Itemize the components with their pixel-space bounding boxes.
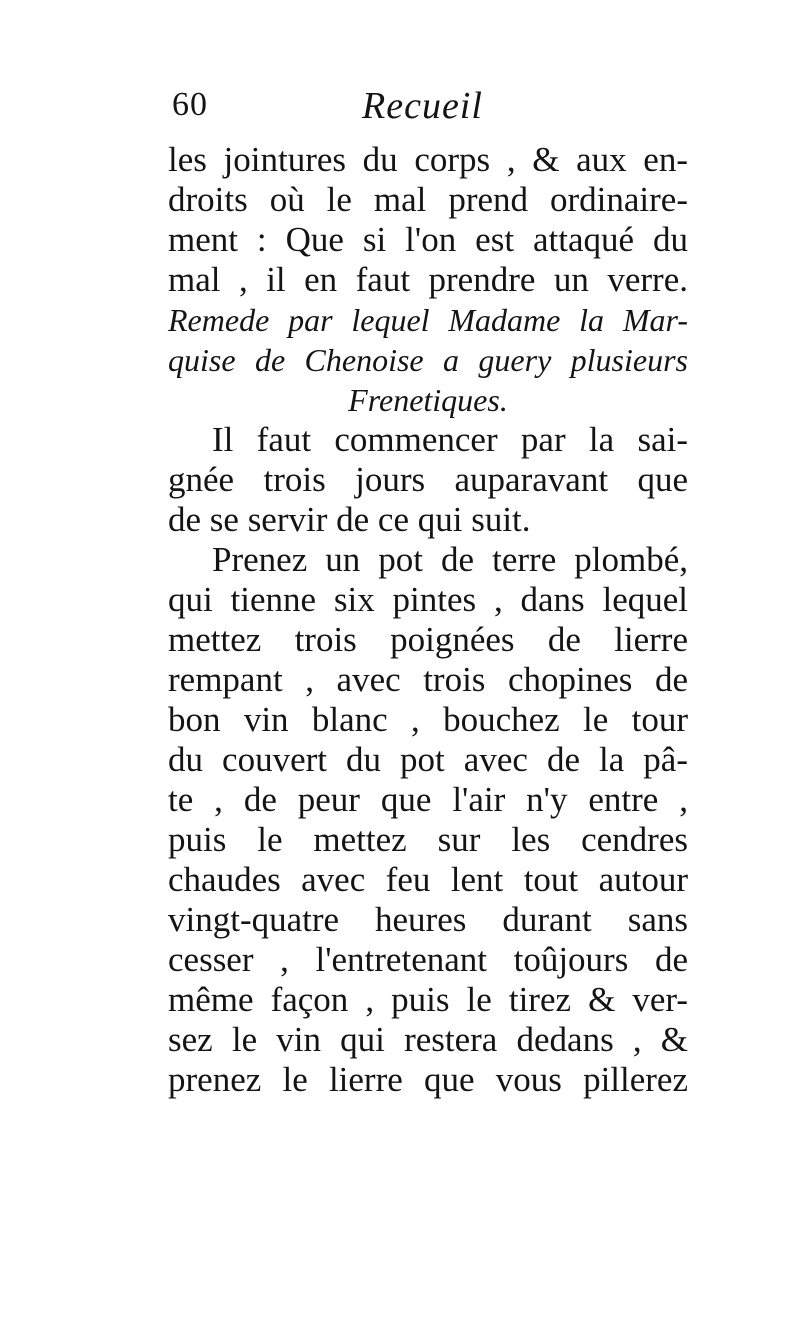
text-line: droits où le mal prend ordinaire- [168, 180, 688, 219]
text-line: cesser , l'entretenant toûjours de [168, 940, 688, 979]
text-line: chaudes avec feu lent tout autour [168, 860, 688, 899]
text-line: Prenez un pot de terre plombé, [212, 540, 688, 579]
text-line: prenez le lierre que vous pillerez [168, 1060, 688, 1099]
text-line: gnée trois jours auparavant que [168, 460, 688, 499]
text-line: puis le mettez sur les cendres [168, 820, 688, 859]
running-head: Recueil [362, 85, 483, 127]
text-line: les jointures du corps , & aux en- [168, 140, 688, 179]
section-heading-line: Remede par lequel Madame la Mar- [168, 302, 688, 338]
page-number: 60 [172, 86, 208, 123]
text-line: bon vin blanc , bouchez le tour [168, 700, 688, 739]
text-line: Il faut commencer par la sai- [212, 420, 688, 459]
text-line: qui tienne six pintes , dans lequel [168, 580, 688, 619]
page-header [172, 84, 692, 132]
text-line: sez le vin qui restera dedans , & [168, 1020, 688, 1059]
text-line: te , de peur que l'air n'y entre , [168, 780, 688, 819]
text-line: vingt-quatre heures durant sans [168, 900, 688, 939]
text-line: mal , il en faut prendre un verre. [168, 260, 688, 299]
section-heading-line: quise de Chenoise a guery plusieurs [168, 342, 688, 378]
text-line: mettez trois poignées de lierre [168, 620, 688, 659]
text-line: même façon , puis le tirez & ver- [168, 980, 688, 1019]
section-heading-line: Frenetiques. [348, 382, 508, 418]
text-line: ment : Que si l'on est attaqué du [168, 220, 688, 259]
text-line: du couvert du pot avec de la pâ- [168, 740, 688, 779]
body-text [168, 140, 688, 1100]
text-line: rempant , avec trois chopines de [168, 660, 688, 699]
text-line: de se servir de ce qui suit. [168, 500, 531, 539]
